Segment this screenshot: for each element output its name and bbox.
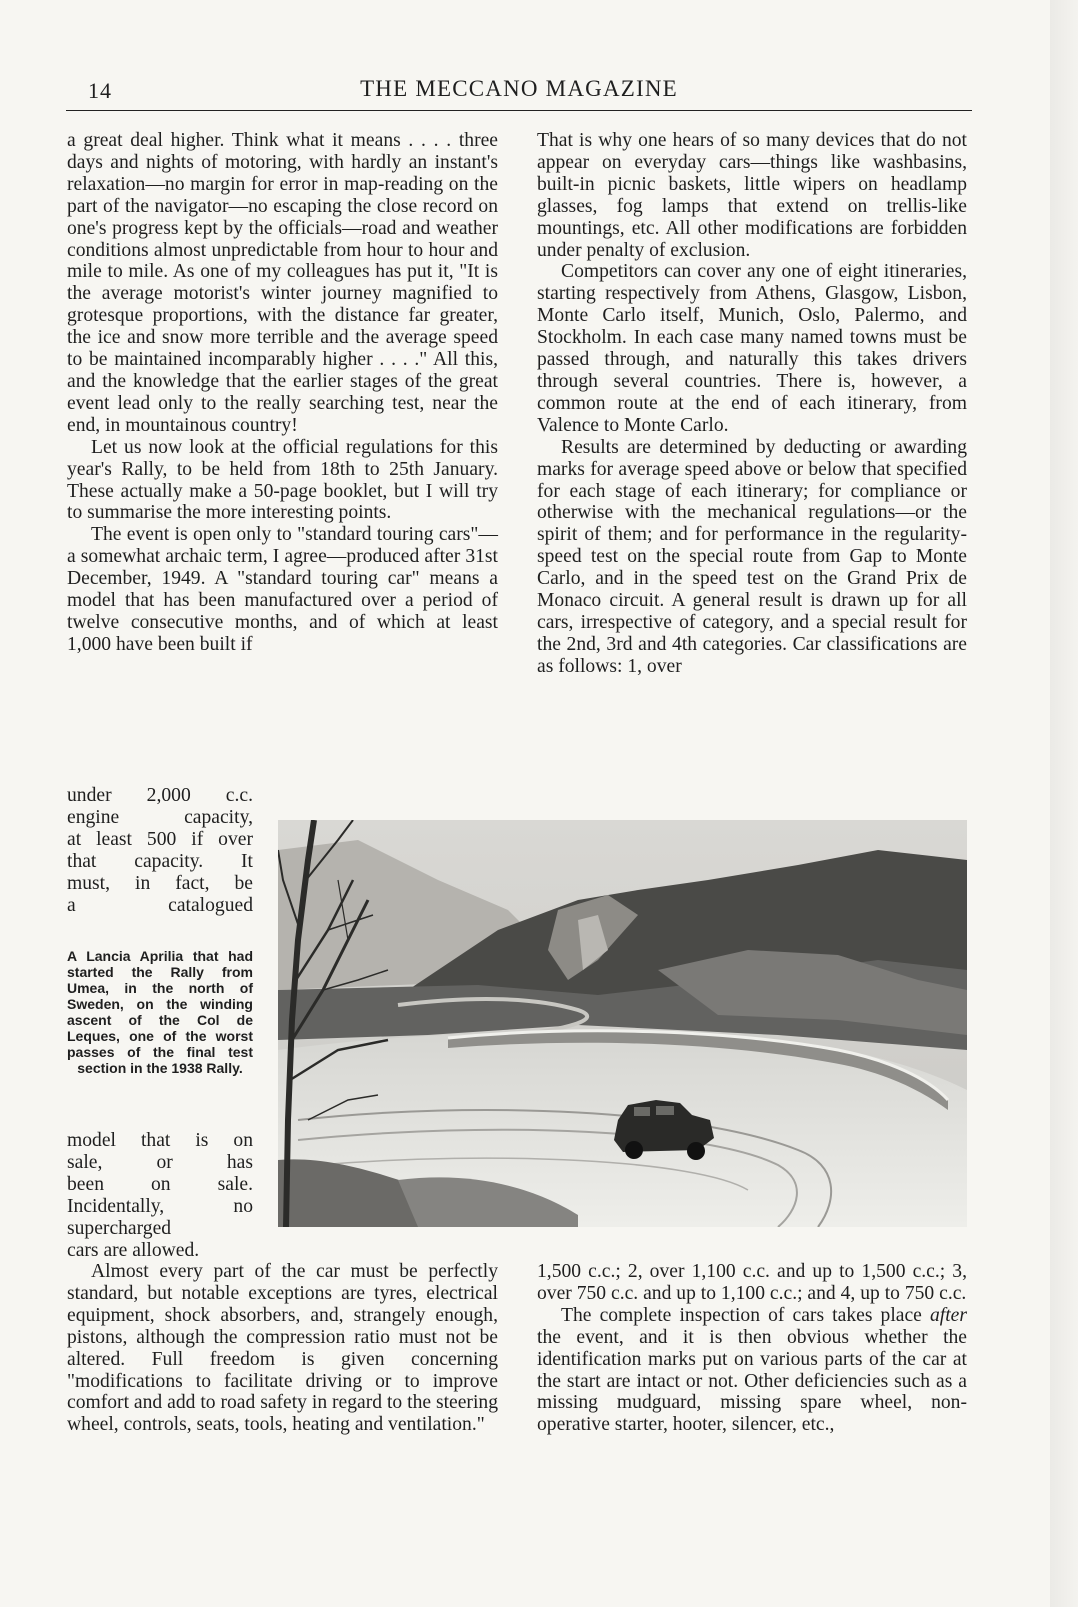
page-header — [66, 74, 972, 108]
paragraph — [537, 1305, 967, 1436]
paragraph: Results are determined by deducting or awarding marks for average speed above or below that specified for each stage of each itinerary; for compliance or otherwise with the mechanical regulations—or the spirit of them; and for performance in the regularity-speed test on the special route from Gap to Monte Carlo, and in the speed test on the Grand Prix de Monaco circuit. A general result is drawn up for all cars, irrespective of category, and a special result for the 2nd, 3rd and 4th categories. Car classifications are as follows: 1, over — [537, 436, 967, 677]
paragraph: Almost every part of the car must be perfectly standard, but notable exceptions are tyres, electrical equipment, shock absorbers, and, strangely enough, pistons, although the compression ratio must not be altered. Full freedom is given concerning "modifications to facilitate driving or to improve comfort and add to road safety in regard to the steering wheel, controls, seats, tools, heating and ventilation." — [67, 1261, 498, 1436]
wrap-line: sale, or has — [67, 1151, 253, 1173]
left-column-bottom — [67, 1261, 498, 1436]
wrap-text-top — [67, 785, 253, 916]
header-rule — [66, 110, 972, 111]
text-run: the event, and it is then obvious whether the identification marks put on various parts of the car at the start are intact or not. Other deficiencies such as a missing mudguard, missing spare wheel, non-operative starter, hooter, silencer, etc., — [537, 1326, 967, 1436]
right-column-bottom — [537, 1261, 967, 1436]
text-run: The complete inspection of cars takes place — [561, 1304, 930, 1326]
paragraph: That is why one hears of so many devices that do not appear on everyday cars—things like washbasins, built-in picnic baskets, little wipers on headlamp glasses, fog lamps that extend on trellis-like mountings, etc. All other modifications are forbidden under penalty of exclusion. — [537, 130, 967, 261]
wrap-line: must, in fact, be — [67, 872, 253, 894]
emphasis-after: after — [929, 1304, 967, 1326]
paragraph: Let us now look at the official regulations for this year's Rally, to be held from 18th to 25th January. These actually make a 50-page booklet, but I will try to summarise the more interesting points. — [67, 436, 498, 524]
wrap-line: cars are allowed. — [67, 1239, 200, 1261]
mountain-road-photo — [278, 820, 967, 1227]
page-number: 14 — [88, 78, 112, 103]
page-edge-shadow — [1050, 0, 1078, 1607]
wrap-line: supercharged — [67, 1217, 172, 1239]
wrap-line: Incidentally, no — [67, 1195, 253, 1217]
photo-caption: A Lancia Aprilia that had started the Rally from Umea, in the north of Sweden, on the winding ascent of the Col de Leques, one of the worst passes of the final test section in the 1938 Rally. — [67, 948, 253, 1076]
wrap-line: that capacity. It — [67, 850, 253, 872]
left-column-top — [67, 130, 498, 656]
wrap-line: a catalogued — [67, 894, 253, 916]
paragraph: 1,500 c.c.; 2, over 1,100 c.c. and up to 1,500 c.c.; 3, over 750 c.c. and up to 1,100 c.c.; and 4, up to 750 c.c. — [537, 1261, 967, 1304]
paragraph: Competitors can cover any one of eight itineraries, starting respectively from Athens, Glasgow, Lisbon, Monte Carlo itself, Munich, Oslo, Palermo, and Stockholm. In each case many named towns must be passed through, and naturally this takes drivers through several countries. There is, however, a common route at the end of each itinerary, from Valence to Monte Carlo. — [537, 261, 967, 436]
paragraph: a great deal higher. Think what it means . . . . three days and nights of motoring, with hardly an instant's relaxation—no margin for error in map-reading on the part of the navigator—no escaping the close record on one's progress kept by the officials—road and weather conditions almost unpredictable from hour to hour and mile to mile. As one of my colleagues has put it, "It is the average motorist's winter journey magnified to grotesque proportions, with the distance far greater, the ice and snow more terrible and the average speed to be maintained incomparably higher . . . ." All this, and the knowledge that the earlier stages of the great event lead only to the really searching test, near the end, in mountainous country! — [67, 130, 498, 436]
wrap-line: under 2,000 c.c. — [67, 785, 253, 806]
wrap-line: at least 500 if over — [67, 828, 253, 850]
wrap-line: model that is on — [67, 1130, 253, 1151]
wrap-line: engine capacity, — [67, 806, 253, 828]
right-column-top — [537, 130, 967, 678]
paragraph: The event is open only to "standard touring cars"—a somewhat archaic term, I agree—produced after 31st December, 1949. A "standard touring car" means a model that has been manufactured over a period of twelve consecutive months, and of which at least 1,000 have been built if — [67, 524, 498, 655]
wrap-text-bottom — [67, 1130, 253, 1261]
wrap-line: been on sale. — [67, 1173, 253, 1195]
rally-photo — [278, 820, 967, 1227]
magazine-title: THE MECCANO MAGAZINE — [360, 76, 678, 101]
